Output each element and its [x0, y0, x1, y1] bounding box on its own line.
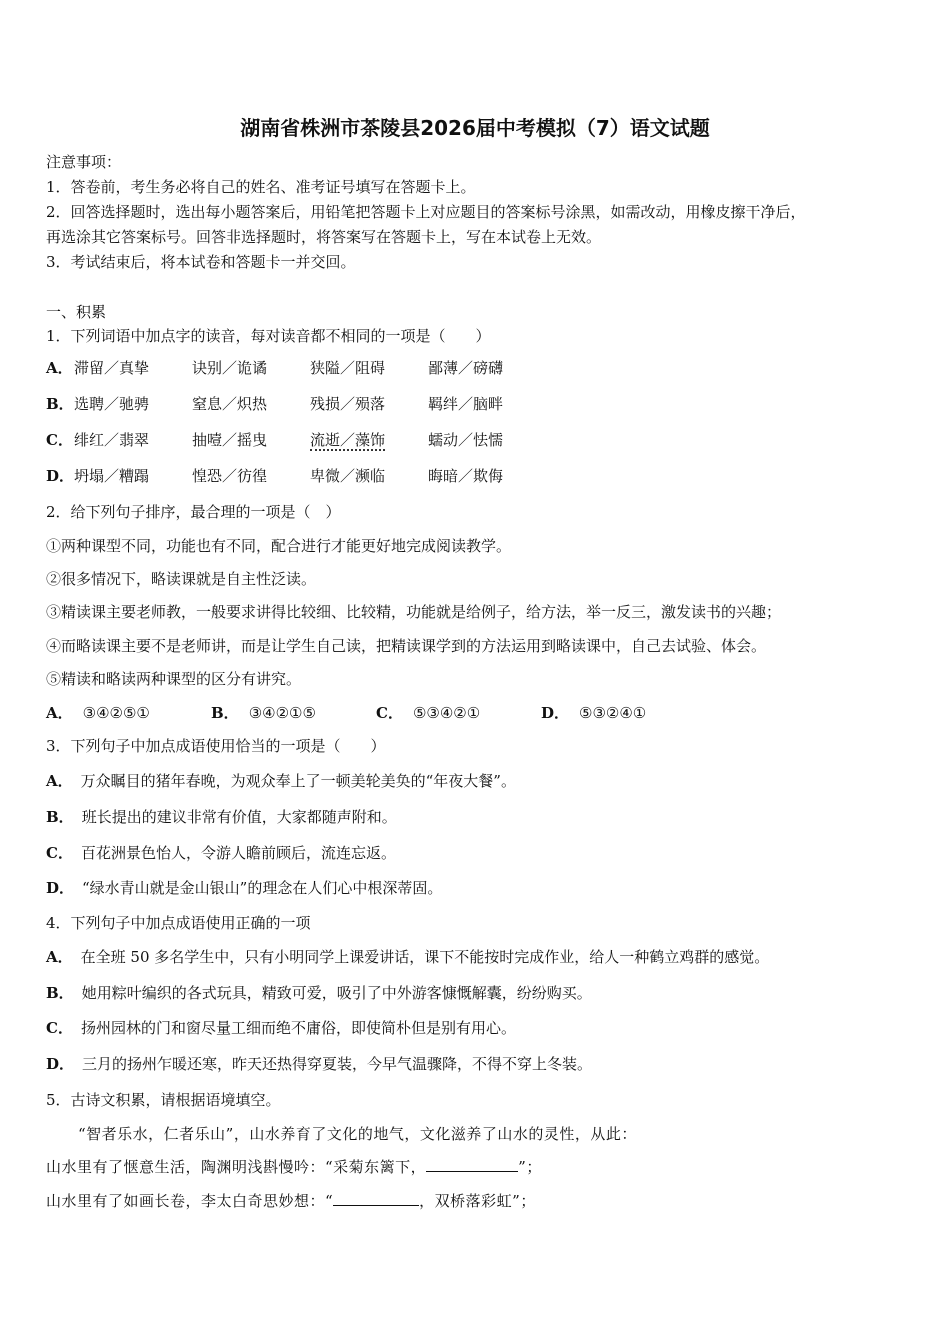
notice-heading: 注意事项： [46, 153, 122, 171]
option-label: C． [46, 431, 73, 449]
word-pair: 选聘／驰骋 [74, 395, 150, 413]
answer-blank[interactable] [426, 1157, 518, 1172]
word-pair: 惶恐／彷徨 [192, 467, 268, 485]
option-label: B． [46, 395, 74, 413]
choice-b: B． ③④②①⑤ [211, 704, 316, 722]
question-2-sentence: ②很多情况下，略读课就是自主性泛读。 [46, 570, 317, 588]
question-2-choices [46, 702, 706, 724]
question-4-option-c: C． 扬州园林的门和窗尽量工细而绝不庸俗，即使简朴但是别有用心。 [46, 1019, 516, 1037]
question-1-option-d [46, 465, 546, 487]
question-5-intro: “智者乐水，仁者乐山”，山水养育了文化的地气，文化滋养了山水的灵性，从此： [78, 1125, 637, 1143]
option-label: D． [46, 467, 75, 485]
question-2-stem: 2．给下列句子排序，最合理的一项是（ ） [46, 503, 341, 521]
question-2-sentence: ①两种课型不同，功能也有不同，配合进行才能更好地完成阅读教学。 [46, 537, 512, 555]
question-4-option-b: B． 她用粽叶编织的各式玩具，精致可爱，吸引了中外游客慷慨解囊，纷纷购买。 [46, 984, 592, 1002]
question-2-sentence: ⑤精读和略读两种课型的区分有讲究。 [46, 670, 302, 688]
notice-item: 1．答卷前，考生务必将自己的姓名、准考证号填写在答题卡上。 [46, 178, 476, 196]
word-pair: 蠕动／怯懦 [428, 431, 504, 449]
choice-a: A． ③④②⑤① [46, 704, 150, 722]
question-3-option-a: A． 万众瞩目的猪年春晚，为观众奉上了一顿美轮美奂的“年夜大餐”。 [46, 772, 516, 790]
word-pair: 抽噎／摇曳 [192, 431, 268, 449]
question-2-sentence: ④而略读课主要不是老师讲，而是让学生自己读，把精读课学到的方法运用到略读课中，自己去试验、体会。 [46, 637, 767, 655]
question-3-option-b: B． 班长提出的建议非常有价值，大家都随声附和。 [46, 808, 397, 826]
word-pair: 流逝／藻饰 [310, 431, 386, 449]
question-1-option-b [46, 393, 546, 415]
word-pair: 窒息／炽热 [192, 395, 268, 413]
word-pair: 晦暗／欺侮 [428, 467, 504, 485]
word-pair: 羁绊／脑畔 [428, 395, 504, 413]
question-4-option-a: A． 在全班 50 多名学生中，只有小明同学上课爱讲话，课下不能按时完成作业，给人一种鹤立鸡群的感觉。 [46, 948, 770, 966]
question-3-option-d: D． “绿水青山就是金山银山”的理念在人们心中根深蒂固。 [46, 879, 443, 897]
question-1-stem: 1．下列词语中加点字的读音，每对读音都不相同的一项是（ ） [46, 327, 491, 345]
question-1-option-c [46, 429, 546, 451]
notice-item: 3．考试结束后，将本试卷和答题卡一并交回。 [46, 253, 356, 271]
page-title: 湖南省株洲市茶陵县2026届中考模拟（7）语文试题 [240, 116, 710, 140]
word-pair: 狭隘／阻碍 [310, 359, 386, 377]
notice-item: 2．回答选择题时，选出每小题答案后，用铅笔把答题卡上对应题目的答案标号涂黑，如需改动，用橡皮擦干净后， [46, 203, 806, 221]
question-4-stem: 4．下列句子中加点成语使用正确的一项 [46, 914, 311, 932]
word-pair: 卑微／濒临 [310, 467, 386, 485]
word-pair: 残损／殒落 [310, 395, 386, 413]
question-5-line-2: 山水里有了如画长卷，李太白奇思妙想：“ ，双桥落彩虹”； [46, 1192, 536, 1210]
option-label: A． [46, 359, 73, 377]
word-pair: 诀别／诡谲 [192, 359, 268, 377]
question-1-option-a [46, 357, 546, 379]
word-pair: 绯红／翡翠 [74, 431, 150, 449]
choice-c: C． ⑤③④②① [376, 704, 481, 722]
question-3-option-c: C． 百花洲景色怡人，令游人瞻前顾后，流连忘返。 [46, 844, 396, 862]
question-4-option-d: D． 三月的扬州乍暖还寒，昨天还热得穿夏装，今早气温骤降，不得不穿上冬装。 [46, 1055, 593, 1073]
notice-item: 再选涂其它答案标号。回答非选择题时，将答案写在答题卡上，写在本试卷上无效。 [46, 228, 602, 246]
word-pair: 滞留／真挚 [74, 359, 150, 377]
question-5-stem: 5．古诗文积累，请根据语境填空。 [46, 1091, 281, 1109]
question-5-line-1: 山水里有了惬意生活，陶渊明浅斟慢吟：“采菊东篱下， ”； [46, 1158, 542, 1176]
word-pair: 坍塌／糟蹋 [74, 467, 150, 485]
answer-blank[interactable] [333, 1191, 419, 1206]
question-2-sentence: ③精读课主要老师教，一般要求讲得比较细、比较精，功能就是给例子，给方法，举一反三，激发读书的兴趣； [46, 603, 782, 621]
question-3-stem: 3．下列句子中加点成语使用恰当的一项是（ ） [46, 737, 386, 755]
choice-d: D． ⑤③②④① [541, 704, 647, 722]
section-heading: 一、积累 [46, 303, 107, 321]
word-pair: 鄙薄／磅礴 [428, 359, 504, 377]
